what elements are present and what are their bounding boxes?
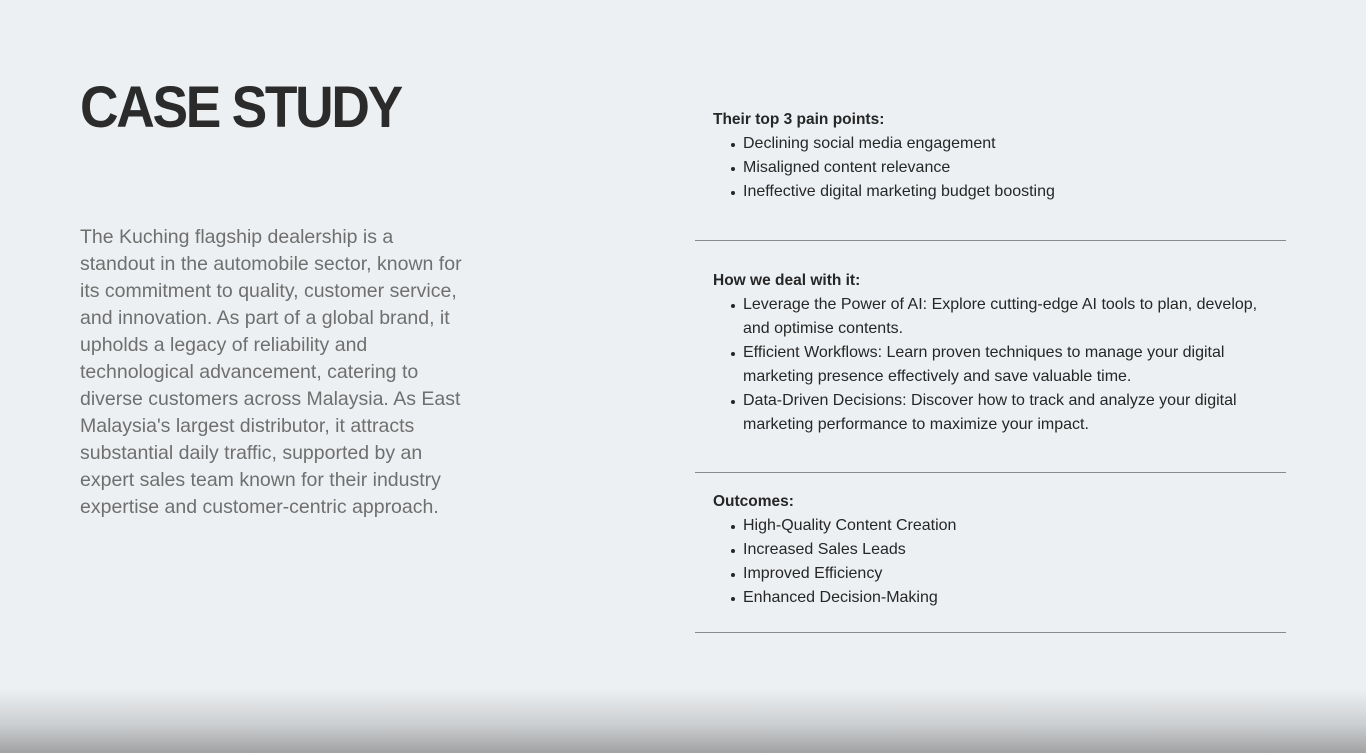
list-item: Efficient Workflows: Learn proven techniques to manage your digital marketing presence effectively and save valuable time. [743,341,1268,389]
intro-paragraph: The Kuching flagship dealership is a standout in the automobile sector, known for its commitment to quality, customer service, and innovation. As part of a global brand, it upholds a legacy of reliability and technological advancement, catering to diverse customers across Malaysia. As East Malaysia's largest distributor, it attracts substantial daily traffic, supported by an expert sales team known for their industry expertise and customer-centric approach. [80,226,462,518]
list-item: High-Quality Content Creation [743,514,1268,538]
list-item: Ineffective digital marketing budget boosting [743,180,1268,204]
outcomes-section [695,473,1286,632]
list-item: Improved Efficiency [743,562,1268,586]
approach-list [713,293,1268,437]
outcomes-heading: Outcomes: [713,493,794,510]
list-item: Misaligned content relevance [743,156,1268,180]
outcomes-list [713,514,1268,610]
list-item: Enhanced Decision-Making [743,586,1268,610]
list-item: Increased Sales Leads [743,538,1268,562]
bottom-shadow-fade [0,689,1366,753]
pain-points-list [713,132,1268,204]
pain-points-section [695,110,1286,240]
list-item: Data-Driven Decisions: Discover how to track and analyze your digital marketing performance to maximize your impact. [743,389,1268,437]
list-item: Declining social media engagement [743,132,1268,156]
pain-points-heading: Their top 3 pain points: [713,111,885,128]
list-item: Leverage the Power of AI: Explore cutting-edge AI tools to plan, develop, and optimise contents. [743,293,1268,341]
approach-section [695,241,1286,472]
details-column [695,110,1286,633]
page-title: CASE STUDY [80,75,401,140]
approach-heading: How we deal with it: [713,272,861,289]
title-block [80,76,460,140]
section-divider [695,632,1286,633]
